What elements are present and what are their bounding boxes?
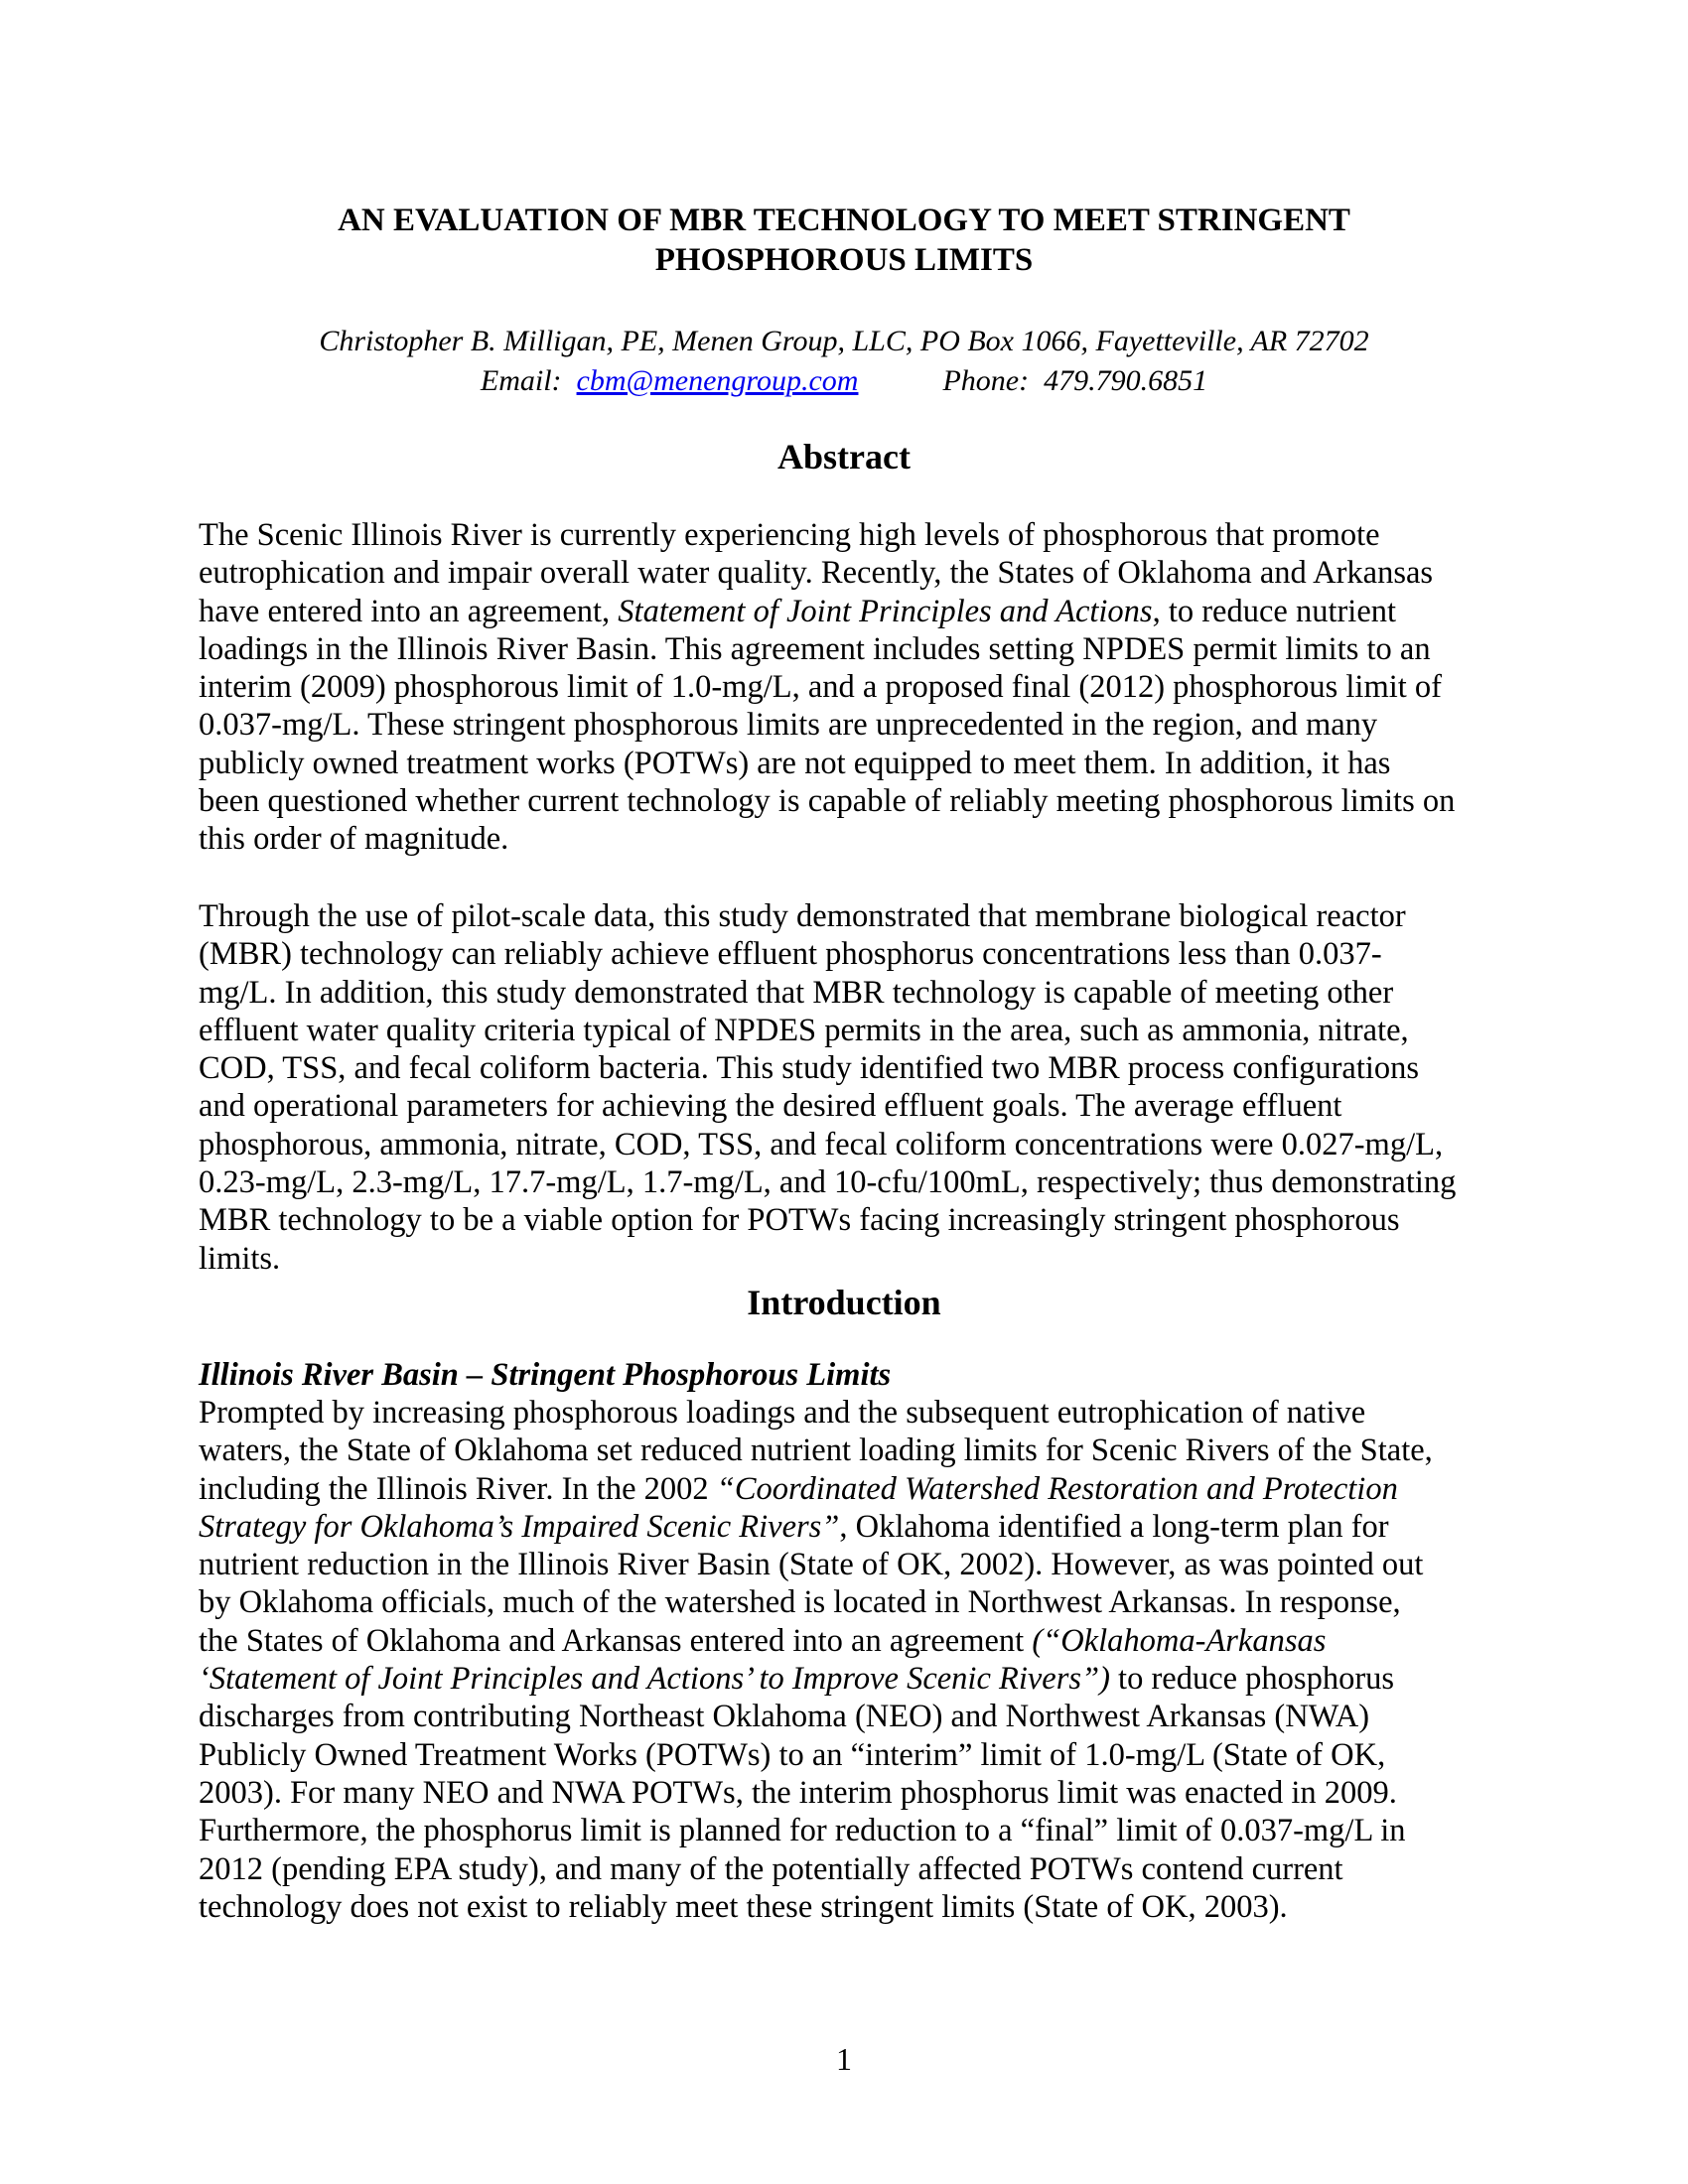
text-line: limits. xyxy=(199,1240,281,1277)
italic-citation: Statement of Joint Principles and Actions xyxy=(618,593,1153,629)
italic-citation: “Coordinated Watershed Restoration and Protection xyxy=(716,1470,1398,1507)
text-line: Strategy for Oklahoma’s Impaired Scenic Rivers”, Oklahoma identified a long-term plan for xyxy=(199,1508,1389,1545)
text-line: MBR technology to be a viable option for POTWs facing increasingly stringent phosphorous xyxy=(199,1202,1400,1239)
introduction-subheading: Illinois River Basin – Stringent Phosphorous Limits xyxy=(199,1357,892,1393)
contact-line xyxy=(199,361,1489,401)
text-line: been questioned whether current technology is capable of reliably meeting phosphorous limits on xyxy=(199,783,1456,820)
text-line: discharges from contributing Northeast Oklahoma (NEO) and Northwest Arkansas (NWA) xyxy=(199,1699,1370,1735)
title-line-1: AN EVALUATION OF MBR TECHNOLOGY TO MEET STRINGENT xyxy=(338,203,1350,238)
italic-citation: ‘Statement of Joint Principles and Actions’ to Improve Scenic Rivers”) xyxy=(199,1661,1110,1698)
abstract-paragraph-1 xyxy=(199,516,1489,859)
text-line: the States of Oklahoma and Arkansas entered into an agreement (“Oklahoma-Arkansas xyxy=(199,1622,1327,1659)
paper-title xyxy=(199,201,1489,280)
abstract-heading: Abstract xyxy=(777,437,911,477)
text-line: Furthermore, the phosphorus limit is planned for reduction to a “final” limit of 0.037-mg/L in xyxy=(199,1813,1406,1849)
text-line: publicly owned treatment works (POTWs) are not equipped to meet them. In addition, it has xyxy=(199,745,1391,781)
text-line: Prompted by increasing phosphorous loadings and the subsequent eutrophication of native xyxy=(199,1395,1366,1431)
text-line: phosphorous, ammonia, nitrate, COD, TSS, and fecal coliform concentrations were 0.027-mg/L, xyxy=(199,1126,1444,1162)
text-line: and operational parameters for achieving the desired effluent goals. The average effluent xyxy=(199,1088,1342,1125)
text-line: ‘Statement of Joint Principles and Actions’ to Improve Scenic Rivers”) to reduce phosphorus xyxy=(199,1661,1395,1698)
text-line: by Oklahoma officials, much of the watershed is located in Northwest Arkansas. In response, xyxy=(199,1584,1401,1621)
text-line: 2003). For many NEO and NWA POTWs, the interim phosphorus limit was enacted in 2009. xyxy=(199,1774,1397,1811)
introduction-paragraph-1 xyxy=(199,1394,1489,1926)
italic-citation: Strategy for Oklahoma’s Impaired Scenic Rivers” xyxy=(199,1508,840,1545)
text-line: interim (2009) phosphorous limit of 1.0-mg/L, and a proposed final (2012) phosphorous limit of xyxy=(199,669,1442,706)
text-line: mg/L. In addition, this study demonstrated that MBR technology is capable of meeting other xyxy=(199,974,1394,1011)
text-line: technology does not exist to reliably meet these stringent limits (State of OK, 2003). xyxy=(199,1888,1288,1925)
abstract-paragraph-2 xyxy=(199,897,1489,1278)
title-line-2: PHOSPHOROUS LIMITS xyxy=(654,242,1034,278)
phone-number: 479.790.6851 xyxy=(1044,364,1208,397)
text-line: waters, the State of Oklahoma set reduced nutrient loading limits for Scenic Rivers of the State, xyxy=(199,1433,1433,1469)
email-link[interactable]: cbm@menengroup.com xyxy=(576,364,859,397)
text-line: Publicly Owned Treatment Works (POTWs) to an “interim” limit of 1.0-mg/L (State of OK, xyxy=(199,1736,1386,1773)
phone-label: Phone: xyxy=(942,364,1030,397)
text-line: 0.23-mg/L, 2.3-mg/L, 17.7-mg/L, 1.7-mg/L, and 10-cfu/100mL, respectively; thus demonstrating xyxy=(199,1164,1457,1201)
text-line: have entered into an agreement, Statement of Joint Principles and Actions, to reduce nutrient xyxy=(199,593,1397,629)
author-block xyxy=(199,322,1489,401)
text-line: nutrient reduction in the Illinois River Basin (State of OK, 2002). However, as was pointed out xyxy=(199,1547,1424,1583)
introduction-heading: Introduction xyxy=(747,1283,941,1322)
text-line: 0.037-mg/L. These stringent phosphorous limits are unprecedented in the region, and many xyxy=(199,707,1378,744)
author-affiliation: Christopher B. Milligan, PE, Menen Group, LLC, PO Box 1066, Fayetteville, AR 72702 xyxy=(319,325,1369,357)
text-line: Through the use of pilot-scale data, this study demonstrated that membrane biological reactor xyxy=(199,898,1406,934)
text-line: loadings in the Illinois River Basin. This agreement includes setting NPDES permit limits to an xyxy=(199,630,1431,667)
text-line: this order of magnitude. xyxy=(199,821,509,858)
page-number: 1 xyxy=(836,2041,852,2077)
email-label: Email: xyxy=(480,364,562,397)
text-line: COD, TSS, and fecal coliform bacteria. This study identified two MBR process configurations xyxy=(199,1050,1420,1087)
text-line: The Scenic Illinois River is currently experiencing high levels of phosphorous that promote xyxy=(199,517,1380,553)
text-line: effluent water quality criteria typical of NPDES permits in the area, such as ammonia, nitrate, xyxy=(199,1012,1409,1048)
text-line: 2012 (pending EPA study), and many of the potentially affected POTWs contend current xyxy=(199,1850,1343,1887)
text-line: eutrophication and impair overall water quality. Recently, the States of Oklahoma and Arkansas xyxy=(199,555,1434,592)
text-line: (MBR) technology can reliably achieve effluent phosphorus concentrations less than 0.037- xyxy=(199,936,1382,973)
italic-citation: (“Oklahoma-Arkansas xyxy=(1032,1622,1327,1659)
text-line: including the Illinois River. In the 2002 “Coordinated Watershed Restoration and Protection xyxy=(199,1470,1398,1507)
